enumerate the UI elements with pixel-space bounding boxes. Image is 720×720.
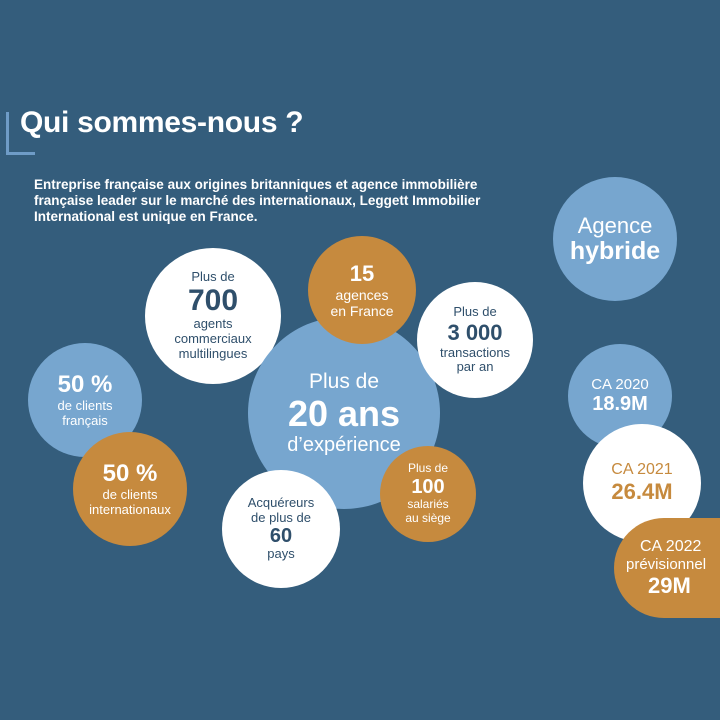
ca-2021-label: CA 2021 <box>611 461 673 478</box>
staff-line1: salariés <box>407 497 449 512</box>
experience-value: 20 ans <box>287 392 401 434</box>
intro-paragraph: Entreprise française aux origines britanniques et agence immobilière française leader sur le marché des internationaux, Leggett Immobilier International est unique en France. <box>34 177 481 224</box>
bubble-agencies <box>308 236 416 344</box>
agents-value: 700 <box>187 284 239 318</box>
ca-2021-value: 26.4M <box>611 479 673 504</box>
agencies-value: 15 <box>349 260 375 286</box>
bubble-ca-2022 <box>614 518 720 618</box>
french-clients-line1: de clients <box>57 398 113 414</box>
bubble-international-clients <box>73 432 187 546</box>
bubble-transactions <box>417 282 533 398</box>
agents-line2: commerciaux <box>174 331 252 346</box>
ca-2022-value: 29M <box>648 572 691 598</box>
bubble-staff <box>380 446 476 542</box>
agency-type-label: Agence <box>577 212 653 238</box>
french-clients-value: 50 % <box>57 371 113 399</box>
international-clients-line2: internationaux <box>89 502 171 517</box>
staff-line2: au siège <box>405 510 451 525</box>
transactions-line2: par an <box>456 359 494 375</box>
experience-suffix: d’expérience <box>287 433 401 456</box>
agents-line3: multilingues <box>178 345 248 361</box>
transactions-value: 3 000 <box>447 319 503 345</box>
ca-2020-label: CA 2020 <box>591 376 649 393</box>
agencies-line2: en France <box>330 303 394 319</box>
agencies-line1: agences <box>335 286 389 303</box>
transactions-line1: transactions <box>439 344 511 360</box>
ca-2022-label: CA 2022 <box>640 537 702 555</box>
bubble-agency-type <box>553 177 677 301</box>
international-clients-value: 50 % <box>102 460 158 488</box>
buyers-line3: pays <box>267 546 295 562</box>
agents-prefix: Plus de <box>191 269 235 285</box>
page-title: Qui sommes-nous ? <box>20 106 304 139</box>
agency-type-value: hybride <box>569 236 661 265</box>
international-clients-line1: de clients <box>102 487 158 503</box>
transactions-prefix: Plus de <box>453 303 497 319</box>
buyers-line2: de plus de <box>251 509 311 525</box>
agents-line1: agents <box>193 316 233 332</box>
ca-2022-sublabel: prévisionnel <box>626 555 707 573</box>
ca-2020-value: 18.9M <box>592 393 648 415</box>
staff-value: 100 <box>411 476 445 499</box>
staff-prefix: Plus de <box>407 461 449 476</box>
french-clients-line2: français <box>62 413 108 428</box>
buyers-line1: Acquéreurs <box>247 494 315 510</box>
bubble-buyers <box>222 470 340 588</box>
experience-prefix: Plus de <box>308 369 380 393</box>
buyers-value: 60 <box>269 525 293 548</box>
